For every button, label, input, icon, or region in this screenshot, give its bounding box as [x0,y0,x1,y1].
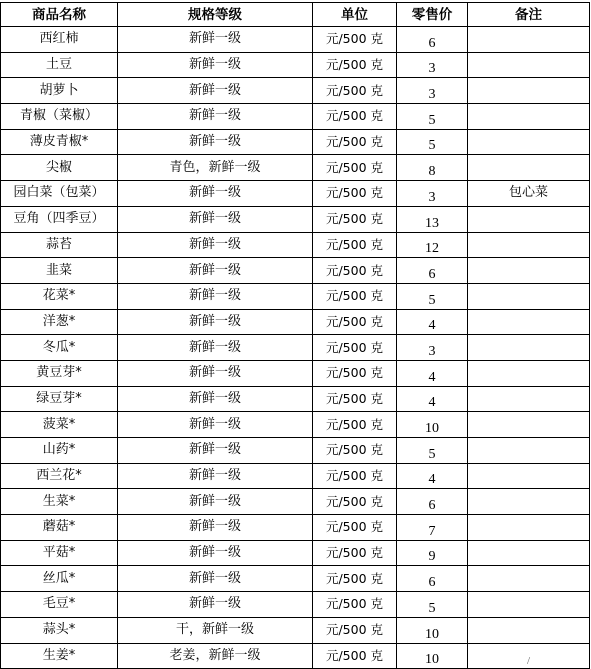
table-row [1,515,590,541]
retail-price-cell: 3 [397,181,468,207]
unit-cell: 元/500 克 [313,27,397,53]
unit-cell: 元/500 克 [313,463,397,489]
header-remarks: 备注 [468,3,590,27]
retail-price-cell: 5 [397,438,468,464]
remarks-cell [468,592,590,618]
table-row [1,386,590,412]
unit-cell: 元/500 克 [313,104,397,130]
unit-cell: 元/500 克 [313,335,397,361]
product-name-cell: 毛豆* [1,592,118,618]
unit-cell: 元/500 克 [313,540,397,566]
header-retail-price: 零售价 [397,3,468,27]
spec-grade-cell: 老姜，新鲜一级 [118,643,313,669]
remarks-cell [468,258,590,284]
retail-price-cell: 3 [397,78,468,104]
product-name-cell: 洋葱* [1,309,118,335]
spec-grade-cell: 新鲜一级 [118,27,313,53]
remarks-cell [468,540,590,566]
remarks-cell [468,438,590,464]
retail-price-cell: 4 [397,386,468,412]
unit-cell: 元/500 克 [313,309,397,335]
product-name-cell: 薄皮青椒* [1,129,118,155]
product-name-cell: 平菇* [1,540,118,566]
table-row [1,360,590,386]
remarks-cell [468,155,590,181]
spec-grade-cell: 新鲜一级 [118,438,313,464]
price-table [0,2,590,669]
retail-price-cell: 3 [397,52,468,78]
retail-price-cell: 6 [397,27,468,53]
spec-grade-cell: 新鲜一级 [118,515,313,541]
table-row [1,258,590,284]
product-name-cell: 冬瓜* [1,335,118,361]
spec-grade-cell: 新鲜一级 [118,206,313,232]
remarks-cell [468,335,590,361]
product-name-cell: 山药* [1,438,118,464]
retail-price-cell: 4 [397,463,468,489]
unit-cell: 元/500 克 [313,592,397,618]
retail-price-cell: 4 [397,360,468,386]
remarks-cell [468,52,590,78]
table-row [1,52,590,78]
retail-price-cell: 6 [397,566,468,592]
unit-cell: 元/500 克 [313,643,397,669]
table-row [1,104,590,130]
table-row [1,463,590,489]
remarks-cell [468,129,590,155]
table-row [1,78,590,104]
spec-grade-cell: 青色，新鲜一级 [118,155,313,181]
unit-cell: 元/500 克 [313,283,397,309]
spec-grade-cell: 新鲜一级 [118,592,313,618]
retail-price-cell: 5 [397,129,468,155]
product-name-cell: 土豆 [1,52,118,78]
remarks-cell [468,489,590,515]
product-name-cell: 生姜* [1,643,118,669]
retail-price-cell: 10 [397,643,468,669]
header-product-name: 商品名称 [1,3,118,27]
product-name-cell: 青椒（菜椒） [1,104,118,130]
spec-grade-cell: 新鲜一级 [118,386,313,412]
product-name-cell: 黄豆芽* [1,360,118,386]
spec-grade-cell: 新鲜一级 [118,104,313,130]
product-name-cell: 胡萝卜 [1,78,118,104]
unit-cell: 元/500 克 [313,566,397,592]
retail-price-cell: 10 [397,617,468,643]
product-name-cell: 豆角（四季豆） [1,206,118,232]
header-unit: 单位 [313,3,397,27]
unit-cell: 元/500 克 [313,515,397,541]
retail-price-cell: 5 [397,283,468,309]
table-row [1,309,590,335]
spec-grade-cell: 新鲜一级 [118,78,313,104]
product-name-cell: 生菜* [1,489,118,515]
remarks-cell [468,104,590,130]
unit-cell: 元/500 克 [313,438,397,464]
unit-cell: 元/500 克 [313,78,397,104]
spec-grade-cell: 新鲜一级 [118,463,313,489]
spec-grade-cell: 新鲜一级 [118,258,313,284]
unit-cell: 元/500 克 [313,489,397,515]
product-name-cell: 韭菜 [1,258,118,284]
table-row [1,129,590,155]
remarks-cell [468,386,590,412]
spec-grade-cell: 新鲜一级 [118,412,313,438]
product-name-cell: 蒜头* [1,617,118,643]
table-row [1,566,590,592]
spec-grade-cell: 新鲜一级 [118,232,313,258]
retail-price-cell: 6 [397,258,468,284]
retail-price-cell: 5 [397,104,468,130]
table-row [1,206,590,232]
spec-grade-cell: 新鲜一级 [118,360,313,386]
retail-price-cell: 3 [397,335,468,361]
unit-cell: 元/500 克 [313,52,397,78]
retail-price-cell: 5 [397,592,468,618]
remarks-cell: 包心菜 [468,181,590,207]
unit-cell: 元/500 克 [313,129,397,155]
remarks-cell [468,309,590,335]
remarks-cell [468,232,590,258]
product-name-cell: 园白菜（包菜） [1,181,118,207]
unit-cell: 元/500 克 [313,617,397,643]
header-row [1,3,590,27]
retail-price-cell: 10 [397,412,468,438]
remarks-cell [468,412,590,438]
table-row [1,232,590,258]
spec-grade-cell: 新鲜一级 [118,540,313,566]
remarks-cell: / [468,643,590,669]
retail-price-cell: 12 [397,232,468,258]
unit-cell: 元/500 克 [313,258,397,284]
product-name-cell: 蒜苔 [1,232,118,258]
retail-price-cell: 13 [397,206,468,232]
spec-grade-cell: 新鲜一级 [118,129,313,155]
product-name-cell: 西红柿 [1,27,118,53]
remarks-cell [468,617,590,643]
unit-cell: 元/500 克 [313,155,397,181]
spec-grade-cell: 新鲜一级 [118,335,313,361]
retail-price-cell: 9 [397,540,468,566]
spec-grade-cell: 新鲜一级 [118,489,313,515]
product-name-cell: 绿豆芽* [1,386,118,412]
table-body [1,27,590,669]
retail-price-cell: 7 [397,515,468,541]
spec-grade-cell: 新鲜一级 [118,283,313,309]
remarks-cell [468,360,590,386]
spec-grade-cell: 新鲜一级 [118,309,313,335]
table-row [1,181,590,207]
table-row [1,540,590,566]
remarks-cell [468,283,590,309]
unit-cell: 元/500 克 [313,386,397,412]
table-row [1,438,590,464]
retail-price-cell: 6 [397,489,468,515]
table-row [1,592,590,618]
header-spec-grade: 规格等级 [118,3,313,27]
remarks-cell [468,78,590,104]
spec-grade-cell: 新鲜一级 [118,181,313,207]
unit-cell: 元/500 克 [313,412,397,438]
unit-cell: 元/500 克 [313,181,397,207]
remarks-cell [468,566,590,592]
table-row [1,412,590,438]
unit-cell: 元/500 克 [313,360,397,386]
table-row [1,27,590,53]
unit-cell: 元/500 克 [313,232,397,258]
retail-price-cell: 8 [397,155,468,181]
spec-grade-cell: 新鲜一级 [118,52,313,78]
product-name-cell: 菠菜* [1,412,118,438]
remarks-cell [468,463,590,489]
remarks-cell [468,515,590,541]
product-name-cell: 尖椒 [1,155,118,181]
remarks-cell [468,206,590,232]
table-row [1,489,590,515]
table-row [1,283,590,309]
table-row [1,617,590,643]
table-row [1,335,590,361]
unit-cell: 元/500 克 [313,206,397,232]
spec-grade-cell: 干，新鲜一级 [118,617,313,643]
spec-grade-cell: 新鲜一级 [118,566,313,592]
remarks-cell [468,27,590,53]
product-name-cell: 西兰花* [1,463,118,489]
table-row [1,155,590,181]
retail-price-cell: 4 [397,309,468,335]
product-name-cell: 丝瓜* [1,566,118,592]
product-name-cell: 蘑菇* [1,515,118,541]
product-name-cell: 花菜* [1,283,118,309]
